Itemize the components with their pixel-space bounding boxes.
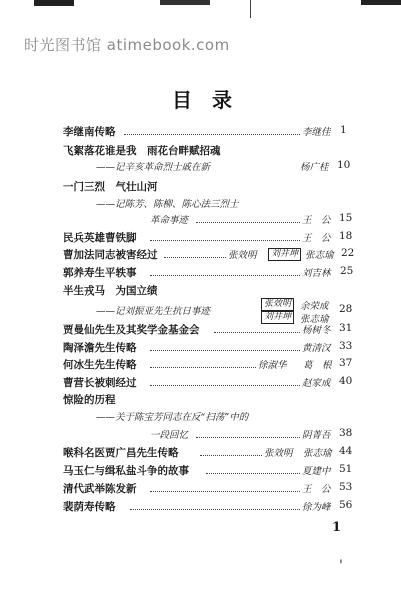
entry-title: 民兵英雄曹铁脚: [63, 232, 137, 244]
entry-author: 王 公: [302, 233, 331, 244]
entry-author: 刘吉林: [302, 268, 331, 279]
entry-author: 李继佳: [302, 127, 331, 138]
toc-entry: [0, 179, 401, 197]
entry-page: 56: [339, 499, 353, 511]
entry-author: 赵家成: [302, 378, 331, 389]
author-box: 刘井坤: [268, 248, 301, 261]
entry-author: 余荣成: [300, 301, 329, 312]
entry-subtitle: 一段回忆: [150, 430, 189, 441]
author-box: 刘井坤: [261, 311, 294, 324]
entry-title: 马玉仁与缉私盐斗争的故事: [63, 465, 189, 477]
entry-author: 葛 根: [303, 360, 332, 371]
entry-page: 28: [339, 303, 353, 315]
toc-entry: [0, 265, 401, 283]
leader-dots: [200, 455, 262, 456]
entry-author: 黄清汉: [302, 343, 331, 354]
leader-dots: [206, 473, 300, 474]
toc-entry: [0, 357, 401, 375]
entry-page: 25: [340, 265, 354, 277]
toc-entry: [0, 322, 401, 340]
leader-dots: [150, 240, 300, 241]
entry-subtitle: ——记辛亥革命烈士戚在新: [96, 162, 211, 173]
entry-title: 李继南传略: [63, 126, 116, 138]
leader-dots: [214, 332, 300, 333]
toc-entry: [0, 375, 401, 393]
page-title: 目录: [172, 88, 252, 112]
entry-page: 10: [337, 159, 351, 171]
entry-subtitle: 革命事迹: [150, 215, 189, 226]
entry-author: 张效明: [264, 448, 293, 459]
leader-dots: [150, 367, 256, 368]
toc-entry: [0, 212, 401, 230]
entry-author: 杨广桂: [300, 162, 329, 173]
entry-author: 徐为峰: [302, 502, 331, 513]
entry-author: 王 公: [302, 484, 331, 495]
entry-page: 51: [339, 463, 353, 475]
toc-entry: [0, 340, 401, 358]
entry-title: 喉科名医贾广昌先生传略: [63, 447, 179, 459]
leader-dots: [196, 437, 300, 438]
entry-author: 张志瑜: [300, 314, 329, 325]
entry-author: 张志瑜: [305, 250, 334, 261]
entry-title: 曹加法同志被害经过: [63, 249, 158, 261]
entry-subtitle: ——记刘振亚先生抗日事迹: [96, 306, 211, 317]
entry-page: 1: [340, 124, 347, 136]
entry-page: 37: [339, 357, 353, 369]
toc-entry: [0, 499, 401, 517]
entry-page: 33: [339, 340, 353, 352]
leader-dots: [150, 350, 300, 351]
leader-dots: [196, 222, 300, 223]
toc-entry: [0, 392, 401, 410]
entry-title: 半生戎马 为国立绩: [63, 285, 158, 297]
entry-page: 22: [341, 247, 355, 259]
entry-page: 38: [339, 427, 353, 439]
entry-title: 裴荫寿传略: [63, 501, 116, 513]
entry-author: 张志瑜: [303, 448, 332, 459]
entry-author: 阴菁吾: [302, 430, 331, 441]
scan-mark: [160, 0, 210, 5]
toc-entry: [0, 427, 401, 445]
entry-page: 18: [339, 230, 353, 242]
entry-title: 贾曼仙先生及其奖学金基金会: [63, 324, 200, 336]
entry-author: 张效明: [228, 250, 257, 261]
entry-author: 杨树冬: [302, 325, 331, 336]
scan-mark: [361, 0, 401, 5]
entry-author: 徐淑华: [258, 360, 287, 371]
entry-title: 曹营长被刺经过: [63, 377, 137, 389]
entry-title: 惊险的历程: [63, 394, 116, 406]
leader-dots: [150, 275, 300, 276]
entry-title: 郭养寿生平轶事: [63, 267, 137, 279]
leader-dots: [130, 509, 300, 510]
toc-entry: [0, 124, 401, 142]
toc-entry: [0, 247, 401, 265]
entry-title: 陶泽澹先生传略: [63, 342, 137, 354]
toc-entry: [0, 481, 401, 499]
entry-page: 44: [339, 445, 353, 457]
scan-mark: [250, 0, 251, 18]
leader-dots: [164, 257, 226, 258]
watermark: 时光图书馆 atimebook.com: [24, 36, 230, 54]
entry-page: 53: [339, 481, 353, 493]
entry-title: 飞絮落花谁是我 雨花台畔赋招魂: [63, 145, 221, 157]
toc-entry: [0, 463, 401, 481]
leader-dots: [150, 385, 300, 386]
toc-entry: [0, 409, 401, 427]
entry-subtitle: ——关于陈宝芳同志在反“扫荡”中的: [96, 412, 249, 423]
entry-author: 王 公: [302, 215, 331, 226]
corner-mark: ': [339, 558, 343, 574]
entry-author: 夏建中: [302, 466, 331, 477]
page-number: 1: [332, 520, 342, 535]
toc-entry: [0, 230, 401, 248]
entry-title: 一门三烈 气壮山河: [63, 181, 158, 193]
scan-mark: [34, 0, 74, 6]
entry-title: 清代武举陈发新: [63, 483, 137, 495]
toc-entry: [0, 159, 401, 177]
author-box-top: 张效明: [261, 298, 294, 311]
toc-entry: [0, 445, 401, 463]
leader-dots: [150, 491, 300, 492]
entry-page: 15: [339, 212, 353, 224]
entry-subtitle: ——记陈芳、陈柳、陈心法三烈士: [96, 199, 239, 210]
entry-title: 何冰生先生传略: [63, 359, 137, 371]
entry-page: 31: [339, 322, 353, 334]
entry-page: 40: [339, 375, 353, 387]
leader-dots: [124, 134, 300, 135]
